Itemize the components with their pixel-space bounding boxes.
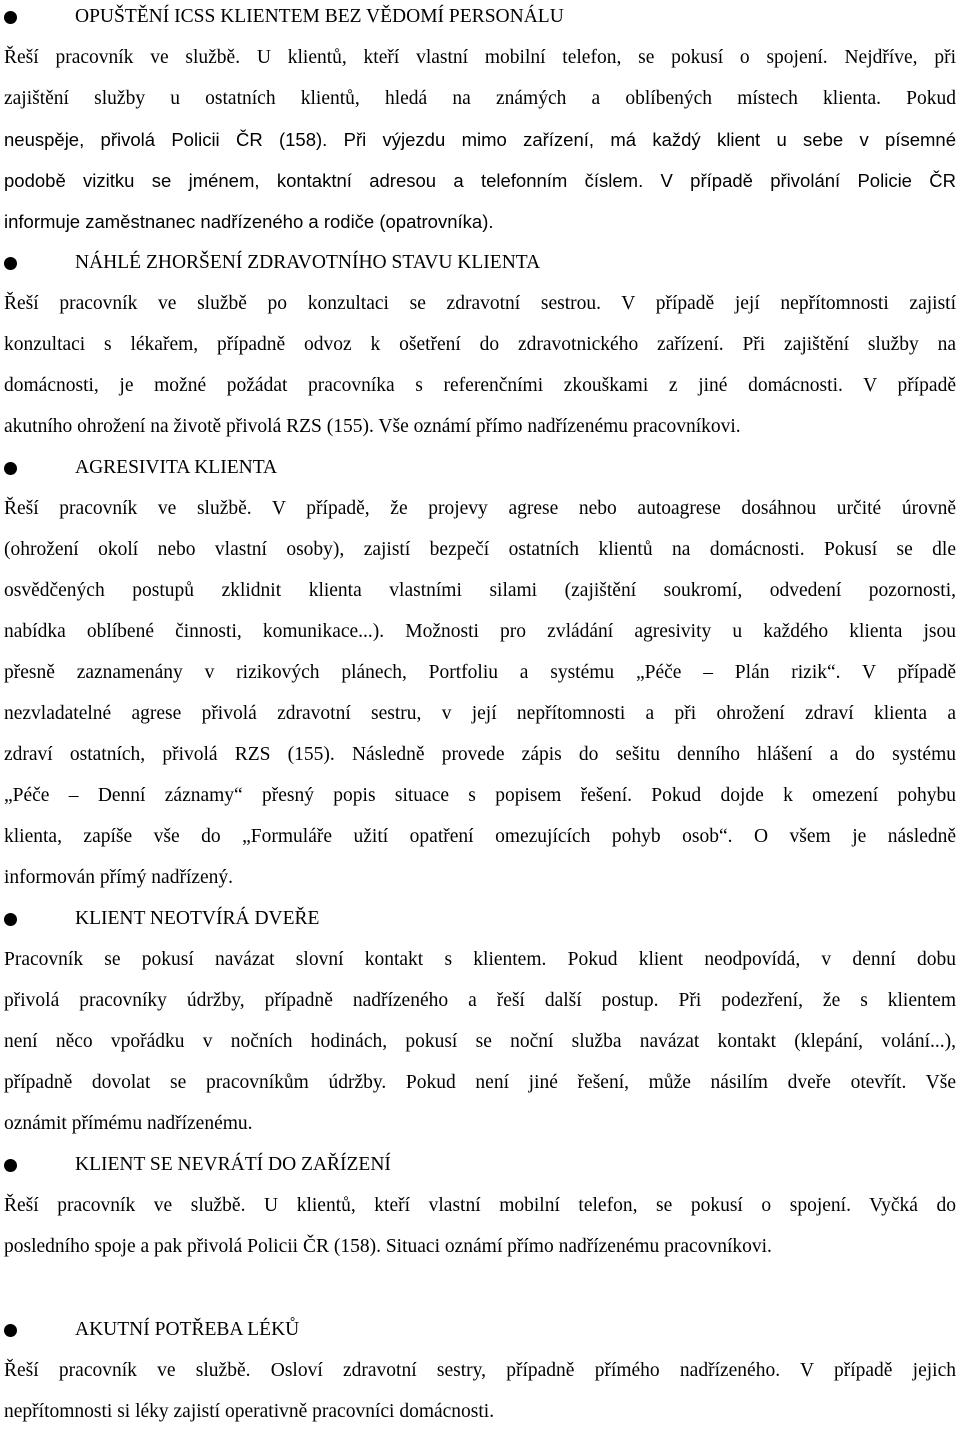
paragraph-line: zajištění služby u ostatních klientů, hledá na známých a oblíbených místech klienta. Pokud bbox=[4, 88, 956, 109]
paragraph-line: Řeší pracovník ve službě. U klientů, kteří vlastní mobilní telefon, se pokusí o spojení. Nejdříve, při bbox=[4, 47, 956, 68]
paragraph-line: posledního spoje a pak přivolá Policii ČR (158). Situaci oznámí přímo nadřízenému pracovníkovi. bbox=[4, 1236, 772, 1257]
paragraph-line: podobě vizitku se jménem, kontaktní adresou a telefonním číslem. V případě přivolání Policie ČR bbox=[4, 170, 956, 191]
paragraph-line: informuje zaměstnanec nadřízeného a rodiče (opatrovníka). bbox=[4, 211, 494, 232]
paragraph-line: (ohrožení okolí nebo vlastní osoby), zajistí bezpečí ostatních klientů na domácnosti. Pokusí se dle bbox=[4, 539, 956, 560]
paragraph-line: oznámit přímému nadřízenému. bbox=[4, 1113, 253, 1134]
bullet-icon bbox=[4, 1324, 17, 1337]
paragraph-line: klienta, zapíše vše do „Formuláře užití opatření omezujících pohyb osob“. O všem je následně bbox=[4, 826, 956, 847]
paragraph-line: není něco vpořádku v nočních hodinách, pokusí se noční služba navázat kontakt (klepání, volání...), bbox=[4, 1031, 956, 1052]
paragraph-line: nepřítomnosti si léky zajistí operativně pracovníci domácnosti. bbox=[4, 1401, 495, 1422]
section-title: AGRESIVITA KLIENTA bbox=[75, 457, 278, 478]
paragraph-line: Pracovník se pokusí navázat slovní kontakt s klientem. Pokud klient neodpovídá, v denní dobu bbox=[4, 949, 956, 970]
paragraph-line: konzultaci s lékařem, případně odvoz k ošetření do zdravotnického zařízení. Při zajištění služby na bbox=[4, 334, 956, 355]
paragraph-line: informován přímý nadřízený. bbox=[4, 867, 234, 888]
paragraph-line: přivolá pracovníky údržby, případně nadřízeného a řeší další postup. Při podezření, že s klientem bbox=[4, 990, 956, 1011]
paragraph-line: Řeší pracovník ve službě po konzultaci se zdravotní sestrou. V případě její nepřítomnosti zajistí bbox=[4, 293, 956, 314]
paragraph-line: neuspěje, přivolá Policii ČR (158). Při výjezdu mimo zařízení, má každý klient u sebe v písemné bbox=[4, 129, 956, 150]
paragraph-line: Řeší pracovník ve službě. Osloví zdravotní sestry, případně přímého nadřízeného. V případě jejich bbox=[4, 1360, 956, 1381]
bullet-icon bbox=[4, 462, 17, 475]
paragraph-line: zdraví ostatních, přivolá RZS (155). Následně provede zápis do sešitu denního hlášení a do systému bbox=[4, 744, 956, 765]
paragraph-line: nabídka oblíbené činnosti, komunikace...). Možnosti pro zvládání agresivity u každého klienta jsou bbox=[4, 621, 956, 642]
paragraph-line: osvědčených postupů zklidnit klienta vlastními silami (zajištění soukromí, odvedení pozornosti, bbox=[4, 580, 956, 601]
paragraph-line: akutního ohrožení na životě přivolá RZS (155). Vše oznámí přímo nadřízenému pracovníkovi. bbox=[4, 416, 741, 437]
paragraph-line: Řeší pracovník ve službě. V případě, že projevy agrese nebo autoagrese dosáhnou určité úrovně bbox=[4, 498, 956, 519]
paragraph-line: nezvladatelné agrese přivolá zdravotní sestru, v její nepřítomnosti a při ohrožení zdraví klienta a bbox=[4, 703, 956, 724]
section-title: NÁHLÉ ZHORŠENÍ ZDRAVOTNÍHO STAVU KLIENTA bbox=[75, 252, 541, 273]
paragraph-line: domácnosti, je možné požádat pracovníka s referenčními zkouškami z jiné domácnosti. V případě bbox=[4, 375, 956, 396]
paragraph-line: případně dovolat se pracovníkům údržby. Pokud není jiné řešení, může násilím dveře otevřít. Vše bbox=[4, 1072, 956, 1093]
section-title: OPUŠTĚNÍ ICSS KLIENTEM BEZ VĚDOMÍ PERSONÁLU bbox=[75, 6, 564, 27]
section-title: AKUTNÍ POTŘEBA LÉKŮ bbox=[75, 1319, 300, 1340]
section-title: KLIENT SE NEVRÁTÍ DO ZAŘÍZENÍ bbox=[75, 1154, 391, 1175]
paragraph-line: přesně zaznamenány v rizikových plánech, Portfoliu a systému „Péče – Plán rizik“. V případě bbox=[4, 662, 956, 683]
bullet-icon bbox=[4, 1159, 17, 1172]
paragraph-line: „Péče – Denní záznamy“ přesný popis situace s popisem řešení. Pokud dojde k omezení pohybu bbox=[4, 785, 956, 806]
bullet-icon bbox=[4, 11, 17, 24]
bullet-icon bbox=[4, 257, 17, 270]
paragraph-line: Řeší pracovník ve službě. U klientů, kteří vlastní mobilní telefon, se pokusí o spojení. Vyčká do bbox=[4, 1195, 956, 1216]
bullet-icon bbox=[4, 913, 17, 926]
section-title: KLIENT NEOTVÍRÁ DVEŘE bbox=[75, 908, 320, 929]
